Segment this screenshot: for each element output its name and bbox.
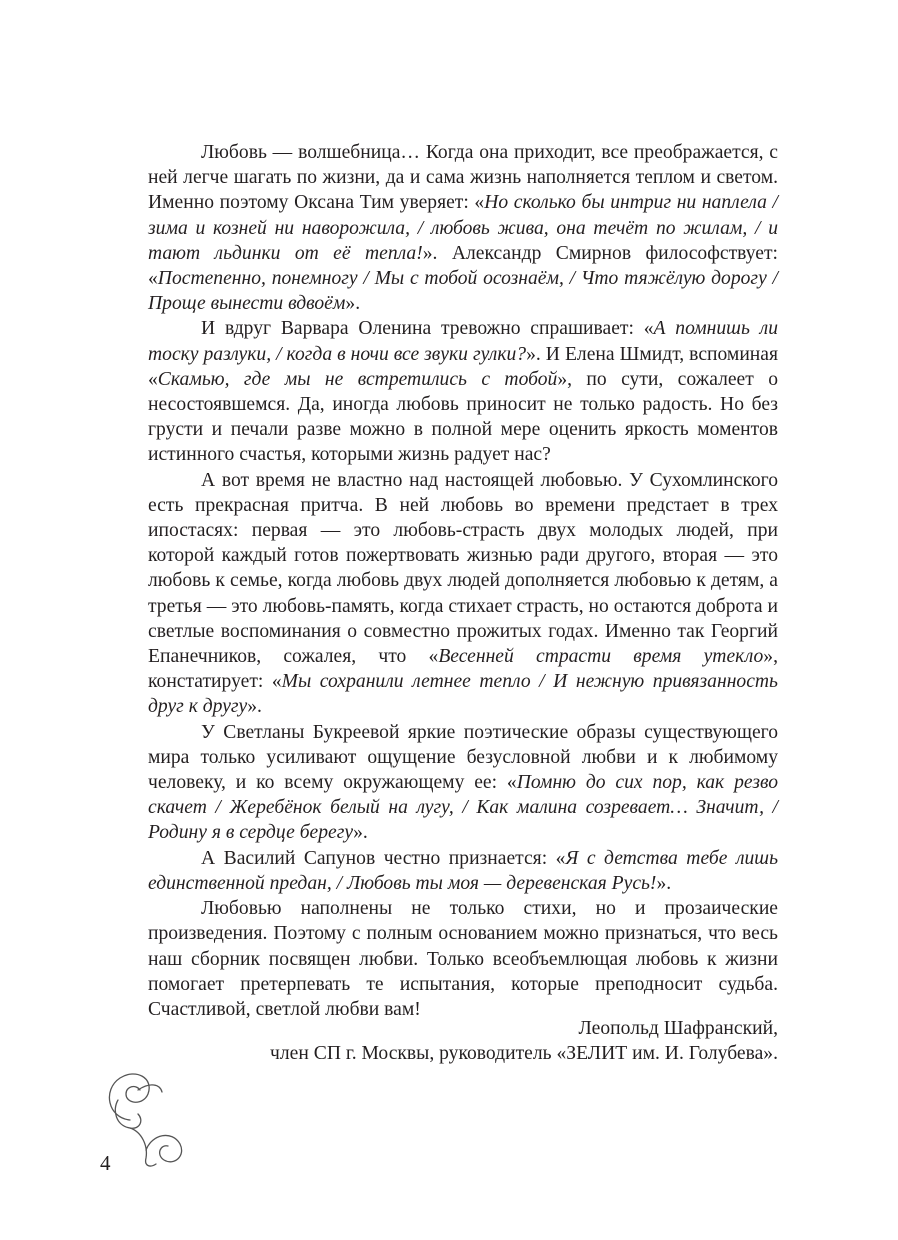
paragraph-5 (148, 846, 778, 896)
quote-run: А помнишь ли тоску разлуки, / когда в ночи все звуки гулки? (148, 318, 779, 365)
text-run: ». (353, 822, 368, 844)
quote-run: Но сколько бы интриг ни наплела / зима и козней ни наворожила, / любовь жива, она течёт по жилам, / и тают льдинки от её тепла! (148, 192, 779, 264)
paragraph-3 (148, 468, 778, 720)
text-run: И вдруг Варвара Оленина тревожно спрашивает: « (201, 318, 654, 340)
text-run: ». (345, 293, 361, 315)
text-run: ». (247, 696, 262, 718)
paragraph-1 (148, 140, 778, 316)
text-run: ». И Елена Шмидт, вспоминая « (148, 343, 778, 390)
text-run: Любовь — волшебница… Когда она приходит, все преображается, с ней легче шагать по жизни, да и сама жизнь наполняется теплом и светом. Именно поэтому Оксана Тим уверяет: « (148, 142, 778, 214)
body-text (148, 140, 778, 1022)
paragraph-2 (148, 316, 778, 467)
signature (148, 1016, 778, 1066)
quote-run: Мы сохранили летнее тепло / И нежную привязанность друг к другу (148, 671, 778, 718)
quote-run: Постепенно, понемногу / Мы с тобой осознаём, / Что тяжёлую дорогу / Проще вынести вдвоём (148, 268, 778, 315)
paragraph-6 (148, 896, 778, 1022)
text-run: », по сути, сожалеет о несостоявшемся. Да, иногда любовь приносит не только радость. Но без грусти и печали разве можно в полной мере оценить яркость моментов истинного счастья, которыми жизнь радует нас? (148, 368, 778, 466)
quote-run: Весенней страсти время утекло (438, 646, 764, 668)
text-run: », констатирует: « (148, 646, 778, 693)
quote-run: Помню до сих пор, как резво скачет / Жеребёнок белый на лугу, / Как малина созревает… Значит, / Родину я в сердце берегу (148, 772, 779, 844)
text-run: У Светланы Букреевой яркие поэтические образы существующего мира только усиливают ощущение безусловной любви и к любимому человеку, и ко всему окружающему ее: « (148, 721, 778, 794)
author-name: Леопольд Шафранский, (578, 1018, 778, 1039)
paragraph-4 (148, 720, 778, 846)
text-run: А вот время не властно над настоящей любовью. У Сухомлинского есть прекрасная притча. В ней любовь во времени предстает в трех ипостасях: первая — это любовь-страсть двух молодых людей, при которой каждый готов пожертвовать жизнью ради другого, вторая — это любовь к семье, когда любовь двух людей дополняется любовью к детям, а третья — это любовь-память, когда стихает страсть, но остаются доброта и светлые воспоминания о совместно прожитых годах. Именно так Георгий Епанечников, сожалея, что « (148, 469, 778, 668)
ornament-flourish-icon (96, 1060, 196, 1170)
author-position: член СП г. Москвы, руководитель «ЗЕЛИТ им. И. Голубева». (270, 1043, 778, 1065)
text-run: ». (656, 872, 672, 894)
quote-run: Скамью, где мы не встретились с тобой (157, 368, 558, 390)
text-run: Любовью наполнены не только стихи, но и прозаические произведения. Поэтому с полным основанием можно признаться, что весь наш сборник посвящен любви. Только всеобъемлющая любовь к жизни помогает претерпевать те испытания, которые преподносит судьба. Счастливой, светлой любви вам! (148, 898, 778, 1020)
quote-run: Я с детства тебе лишь единственной предан, / Любовь ты моя — деревенская Русь! (148, 847, 779, 894)
text-run: ». Александр Смирнов философствует: « (148, 242, 778, 290)
text-run: А Василий Сапунов честно признается: « (201, 847, 566, 869)
page-number: 4 (100, 1151, 111, 1175)
